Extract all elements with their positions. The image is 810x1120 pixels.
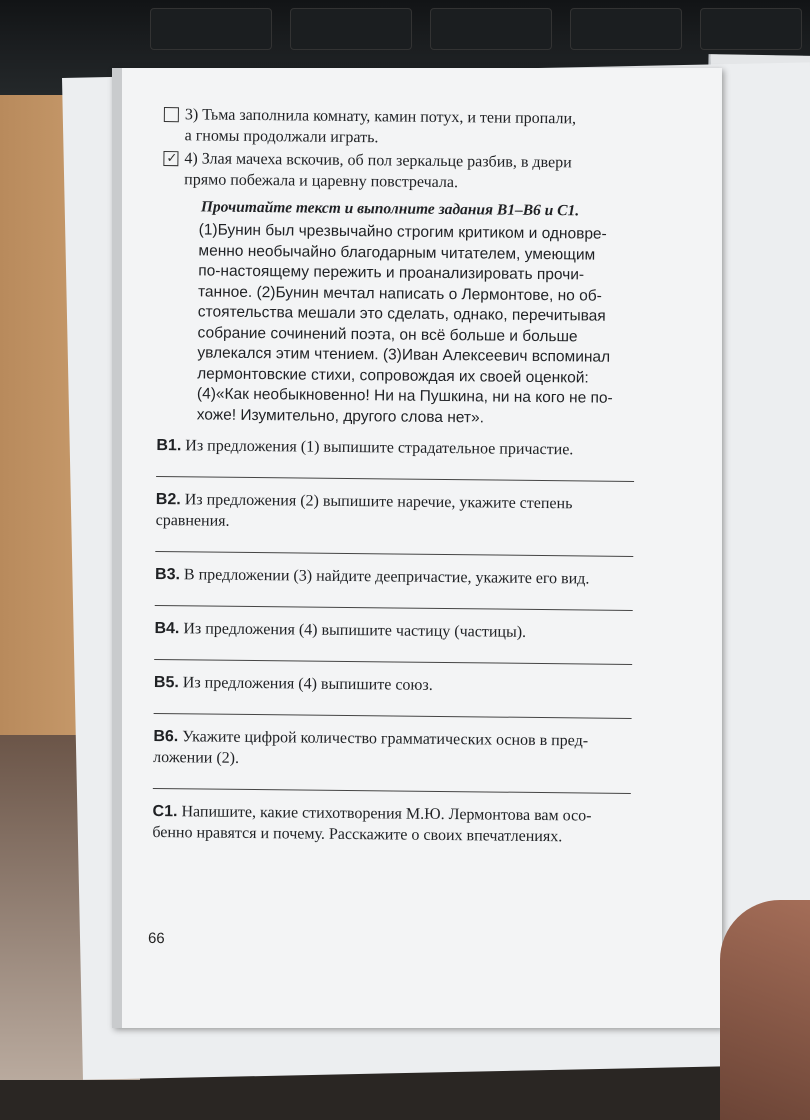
passage-line: собрание сочинений поэта, он всё больше и больше [197, 323, 578, 345]
passage-line: увлекался этим чтением. (3)Иван Алексеевич вспоминал [197, 344, 611, 366]
checkbox[interactable] [163, 151, 178, 166]
keyboard-key [700, 8, 802, 50]
answer-line[interactable] [154, 639, 632, 665]
task-item [152, 801, 642, 848]
task-text: ложении (2). [153, 748, 240, 767]
passage-line: хоже! Изумительно, другого слова нет». [196, 405, 485, 426]
passage-line: танное. (2)Бунин мечтал написать о Лермонтове, но об- [197, 282, 602, 305]
answer-options [159, 104, 650, 195]
task-text: Напишите, какие стихотворения М.Ю. Лермонтова вам осо- [181, 803, 592, 825]
option-item [159, 148, 649, 195]
passage-line: (4)«Как необыкновенно! Ни на Пушкина, ни на кого не по- [196, 385, 613, 407]
option-item [160, 104, 650, 151]
keyboard-key [430, 8, 552, 50]
instruction: Прочитайте текст и выполните задания В1–В6 и С1. [200, 198, 580, 220]
task-text: Укажите цифрой количество грамматических основ в пред- [182, 728, 589, 750]
check-mark-icon: ✓ [166, 150, 178, 166]
task-list [152, 435, 646, 848]
option-line: 3) Тьма заполнила комнату, камин потух, и тени пропали, [184, 106, 577, 128]
option-text [185, 104, 577, 150]
task-label: В3. [154, 565, 181, 584]
hand [720, 900, 810, 1120]
option-line: прямо побежала и царевну повстречала. [184, 171, 459, 192]
keyboard-key [570, 8, 682, 50]
task-text: Из предложения (4) выпишите союз. [182, 674, 433, 694]
answer-line[interactable] [155, 531, 633, 557]
task-label: В1. [156, 436, 182, 455]
option-line: 4) Злая мачеха вскочив, об пол зеркальце разбив, в двери [184, 150, 572, 172]
page-number: 66 [147, 929, 165, 948]
task-label: С1. [152, 802, 178, 821]
passage-line: (1)Бунин был чрезвычайно строгим критиком и одновре- [198, 221, 607, 243]
task-label: В2. [155, 490, 181, 509]
task-label: В6. [153, 727, 179, 746]
task-item [153, 726, 643, 773]
keyboard-key [290, 8, 412, 50]
task-text: Из предложения (1) выпишите страдательное причастие. [185, 437, 574, 459]
task-item [156, 489, 646, 536]
task-text: бенно нравятся и почему. Расскажите о своих впечатлениях. [152, 823, 563, 846]
task-label: В4. [154, 619, 180, 638]
checkbox[interactable] [164, 107, 179, 122]
answer-line[interactable] [154, 693, 632, 719]
page-content [152, 104, 650, 848]
reading-passage [197, 220, 649, 430]
keyboard-key [150, 8, 272, 50]
task-text: сравнения. [155, 511, 230, 530]
task-text: В предложении (3) найдите деепричастие, укажите его вид. [183, 566, 590, 588]
task-text: Из предложения (4) выпишите частицу (частицы). [183, 620, 527, 641]
passage-line: по-настоящему пережить и проанализировать прочи- [198, 262, 585, 284]
answer-line[interactable] [153, 768, 631, 794]
option-text [184, 148, 572, 194]
passage-line: менно необычайно благодарным читателем, умеющим [198, 241, 596, 264]
task-label: В5. [153, 673, 179, 692]
task-text: Из предложения (2) выпишите наречие, укажите степень [184, 491, 573, 513]
passage-line: стоятельства мешали это сделать, однако, перечитывая [197, 303, 606, 325]
passage-line: лермонтовские стихи, сопровождая их своей оценкой: [197, 364, 589, 387]
option-line: а гномы продолжали играть. [184, 127, 379, 147]
